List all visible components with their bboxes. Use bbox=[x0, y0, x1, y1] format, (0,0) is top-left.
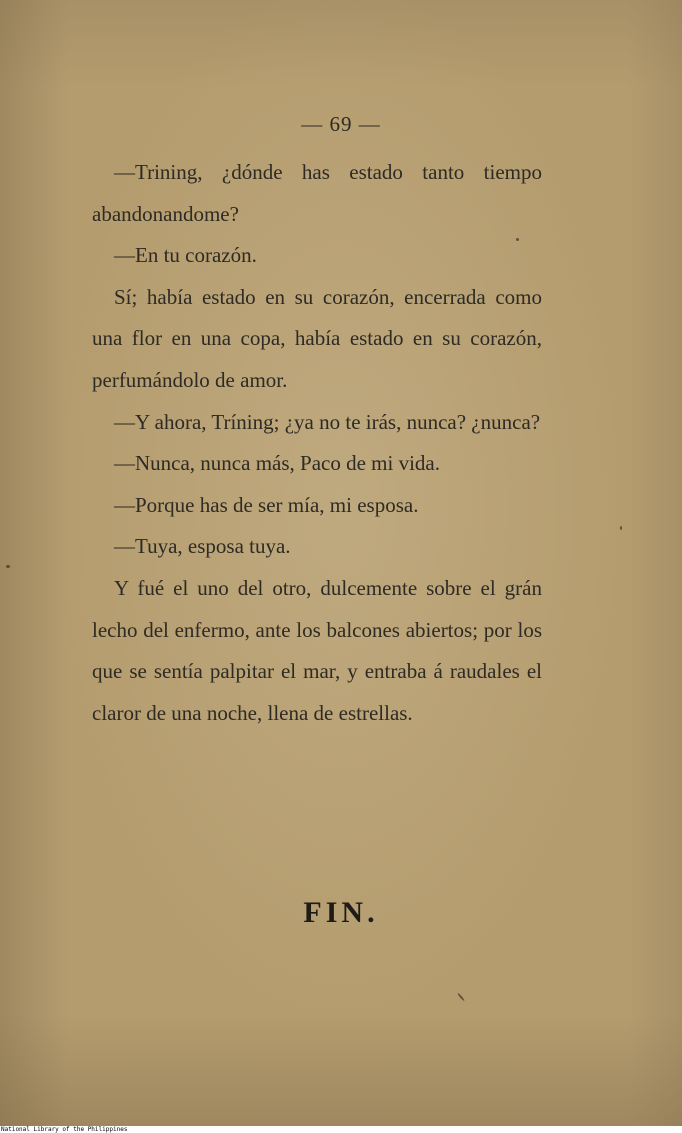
paper-speck bbox=[457, 993, 465, 1002]
paragraph-1: —Trining, ¿dónde has estado tanto tiempo abandonandome? bbox=[92, 160, 542, 226]
paragraph-8: Y fué el uno del otro, dulcemente sobre el grán lecho del enfermo, ante los balcones abiertos; por los que se sentía palpitar el mar, y entraba á raudales el claror de una noche, llena de estrellas. bbox=[92, 575, 542, 725]
page-body bbox=[92, 152, 542, 734]
paragraph-5: —Nunca, nunca más, Paco de mi vida. bbox=[114, 451, 440, 476]
paragraph-3: Sí; había estado en su corazón, encerrada como una flor en una copa, había estado en su corazón, perfumándolo de amor. bbox=[92, 284, 542, 392]
paragraph-6: —Porque has de ser mía, mi esposa. bbox=[114, 492, 419, 517]
paper-speck bbox=[620, 526, 622, 530]
paragraph-2: —En tu corazón. bbox=[114, 243, 257, 268]
page-number: — 69 — bbox=[301, 112, 381, 136]
paper-speck bbox=[516, 238, 519, 241]
end-mark: FIN. bbox=[303, 896, 379, 929]
paragraph-7: —Tuya, esposa tuya. bbox=[114, 534, 291, 559]
paper-speck bbox=[6, 565, 10, 568]
paragraph-4: —Y ahora, Tríning; ¿ya no te irás, nunca? ¿nunca? bbox=[114, 409, 541, 434]
library-credit: National Library of the Philippines bbox=[1, 1126, 128, 1133]
